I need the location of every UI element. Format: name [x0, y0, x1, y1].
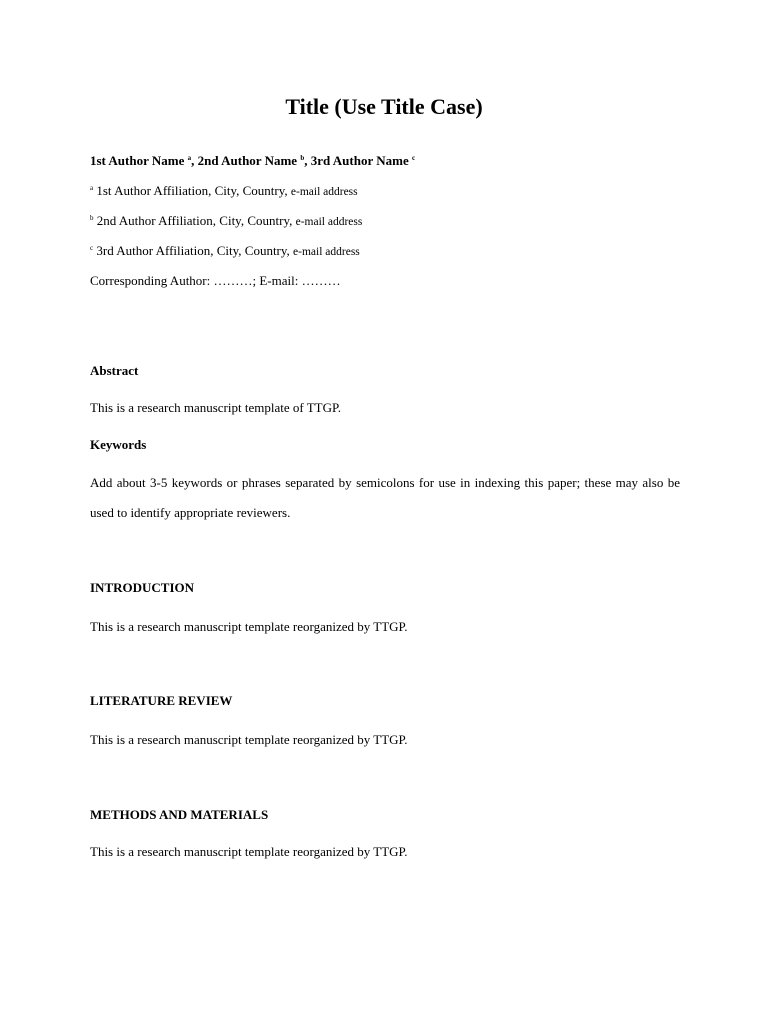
author-name-3: 3rd Author Name [310, 153, 409, 168]
affiliation-line-3 [90, 242, 690, 261]
section-heading-literature-review: LITERATURE REVIEW [90, 693, 233, 708]
author-name-1: 1st Author Name [90, 153, 185, 168]
abstract-body: This is a research manuscript template of TTGP. [90, 400, 342, 415]
section-body-methods: This is a research manuscript template reorganized by TTGP. [90, 844, 408, 859]
affiliation-email-3: e-mail address [293, 246, 360, 258]
author-superscript-3: c [411, 154, 416, 162]
keywords-body: Add about 3-5 keywords or phrases separated by semicolons for use in indexing this paper; these may also be used to identify appropriate reviewers. [90, 475, 680, 520]
section-heading-methods: METHODS AND MATERIALS [90, 807, 269, 822]
affiliation-line-2 [90, 212, 690, 231]
affiliation-text-3: 3rd Author Affiliation, City, Country, [96, 243, 294, 258]
author-name-2: 2nd Author Name [197, 153, 298, 168]
corresponding-author: Corresponding Author: ………; E-mail: ……… [90, 273, 341, 288]
section-body-literature-review: This is a research manuscript template reorganized by TTGP. [90, 732, 408, 747]
page-title: Title (Use Title Case) [285, 94, 483, 119]
section-heading-introduction: INTRODUCTION [90, 580, 195, 595]
affiliation-text-1: 1st Author Affiliation, City, Country, [96, 183, 291, 198]
section-body-introduction: This is a research manuscript template reorganized by TTGP. [90, 619, 408, 634]
affiliation-line-1 [90, 182, 690, 201]
affiliation-superscript-3: c [90, 244, 94, 252]
affiliation-email-1: e-mail address [290, 186, 358, 198]
author-superscript-2: b [300, 154, 305, 162]
affiliation-email-2: e-mail address [295, 216, 363, 228]
keywords-heading: Keywords [90, 437, 147, 452]
author-separator-2: , [304, 153, 311, 168]
affiliation-superscript-2: b [90, 214, 94, 222]
affiliation-text-2: 2nd Author Affiliation, City, Country, [96, 213, 296, 228]
author-separator-1: , [191, 153, 198, 168]
author-list [90, 152, 690, 170]
affiliation-superscript-1: a [90, 184, 94, 192]
author-superscript-1: a [187, 154, 192, 162]
abstract-heading: Abstract [90, 363, 139, 378]
